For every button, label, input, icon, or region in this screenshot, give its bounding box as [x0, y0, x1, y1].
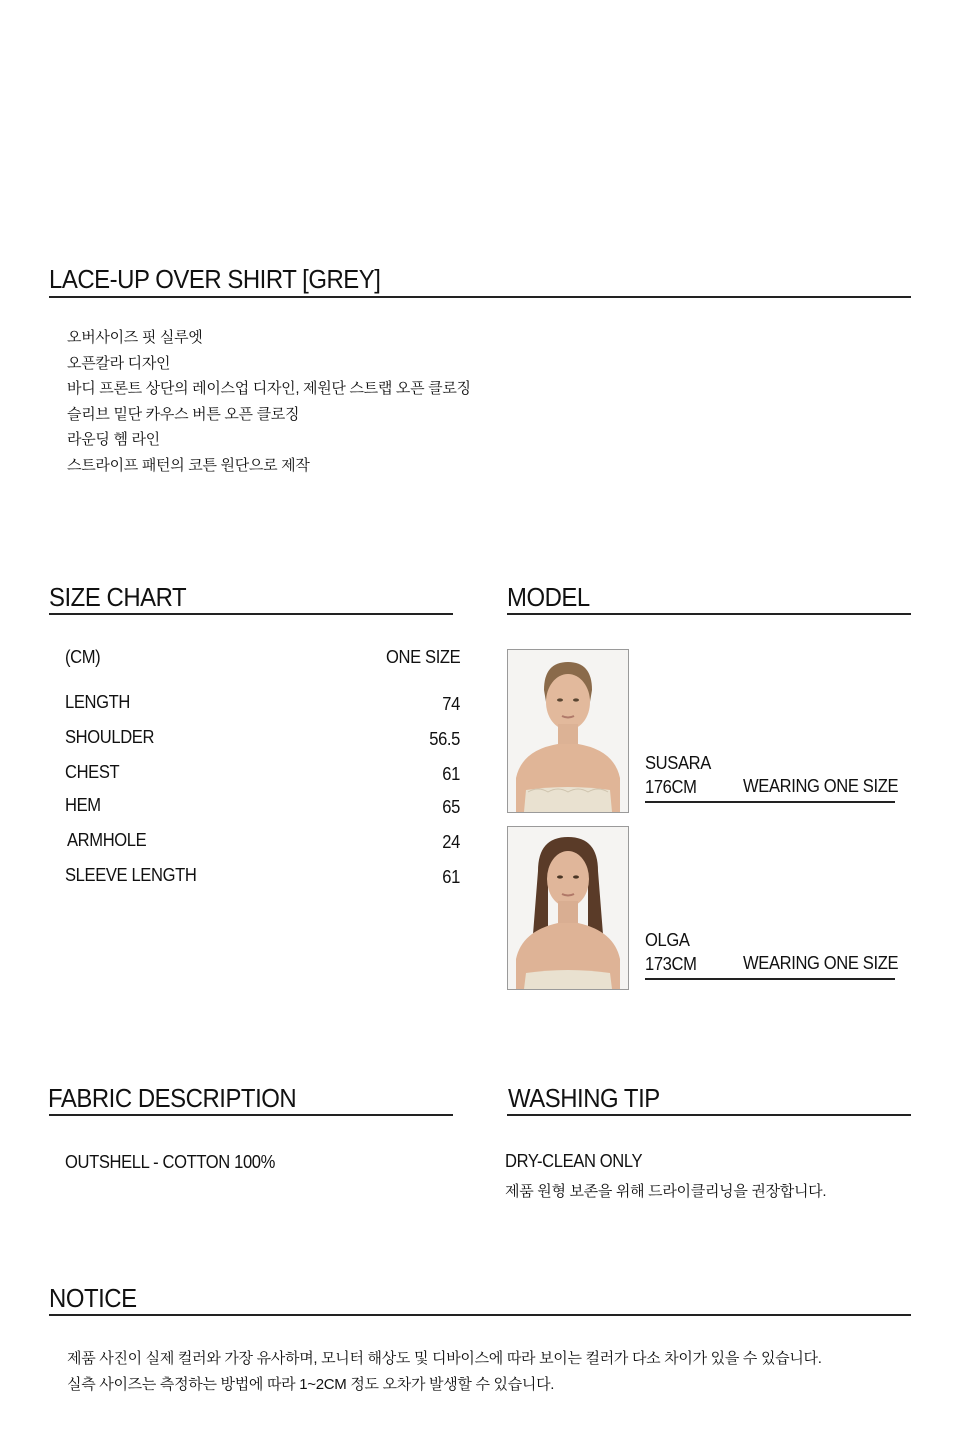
- model-divider: [507, 613, 911, 615]
- model-name: SUSARA: [645, 753, 711, 773]
- size-row-label: ARMHOLE: [67, 830, 147, 850]
- model-heading: MODEL: [507, 582, 590, 612]
- model-wearing: WEARING ONE SIZE: [743, 953, 899, 973]
- fabric-heading: FABRIC DESCRIPTION: [48, 1083, 297, 1113]
- model-photo-olga: [507, 826, 629, 990]
- model-photo-susara: [507, 649, 629, 813]
- size-column-header: ONE SIZE: [386, 647, 461, 667]
- notice-line-2: 실측 사이즈는 측정하는 방법에 따라 1~2CM 정도 오차가 발생할 수 있습니다.: [67, 1376, 555, 1393]
- detail-line: 바디 프론트 상단의 레이스업 디자인, 제원단 스트랩 오픈 클로징: [67, 380, 471, 397]
- size-chart-divider: [49, 613, 453, 615]
- detail-line: 오버사이즈 핏 실루엣: [67, 329, 203, 346]
- size-row-label: HEM: [65, 795, 101, 815]
- size-row-label: LENGTH: [65, 692, 130, 712]
- fabric-text: OUTSHELL - COTTON 100%: [65, 1152, 276, 1172]
- product-title: LACE-UP OVER SHIRT [GREY]: [49, 264, 381, 294]
- model-height: 173CM: [645, 954, 697, 974]
- size-row-label: CHEST: [65, 762, 120, 782]
- washing-divider: [507, 1114, 911, 1116]
- portrait-image: [508, 827, 628, 989]
- notice-heading: NOTICE: [49, 1283, 137, 1313]
- fabric-divider: [49, 1114, 453, 1116]
- notice-line-1: 제품 사진이 실제 컬러와 가장 유사하며, 모니터 해상도 및 디바이스에 따라 보이는 컬러가 다소 차이가 있을 수 있습니다.: [67, 1350, 822, 1367]
- size-row-value: 65: [442, 797, 460, 817]
- model-height: 176CM: [645, 777, 697, 797]
- model-wearing: WEARING ONE SIZE: [743, 776, 899, 796]
- size-row-label: SLEEVE LENGTH: [65, 865, 197, 885]
- portrait-image: [508, 650, 628, 812]
- model-divider-line: [645, 801, 895, 803]
- size-row-value: 74: [442, 694, 460, 714]
- product-details: [67, 325, 471, 478]
- detail-line: 라운딩 헴 라인: [67, 431, 160, 448]
- washing-line-1: DRY-CLEAN ONLY: [505, 1151, 643, 1171]
- model-divider-line: [645, 978, 895, 980]
- size-chart-heading: SIZE CHART: [49, 582, 187, 612]
- detail-line: 슬리브 밑단 카우스 버튼 오픈 클로징: [67, 405, 300, 423]
- notice-divider: [49, 1314, 911, 1316]
- detail-line: 스트라이프 패턴의 코튼 원단으로 제작: [67, 456, 310, 474]
- detail-line: 오픈칼라 디자인: [67, 354, 171, 372]
- model-name: OLGA: [645, 930, 690, 950]
- washing-heading: WASHING TIP: [508, 1083, 660, 1113]
- size-row-value: 24: [442, 832, 460, 852]
- size-row-value: 56.5: [429, 729, 460, 749]
- size-row-label: SHOULDER: [65, 727, 155, 747]
- size-row-value: 61: [442, 867, 460, 887]
- size-unit: (CM): [65, 647, 101, 667]
- size-row-value: 61: [442, 764, 460, 784]
- washing-line-2: 제품 원형 보존을 위해 드라이클리닝을 권장합니다.: [505, 1183, 827, 1200]
- title-divider: [49, 296, 911, 298]
